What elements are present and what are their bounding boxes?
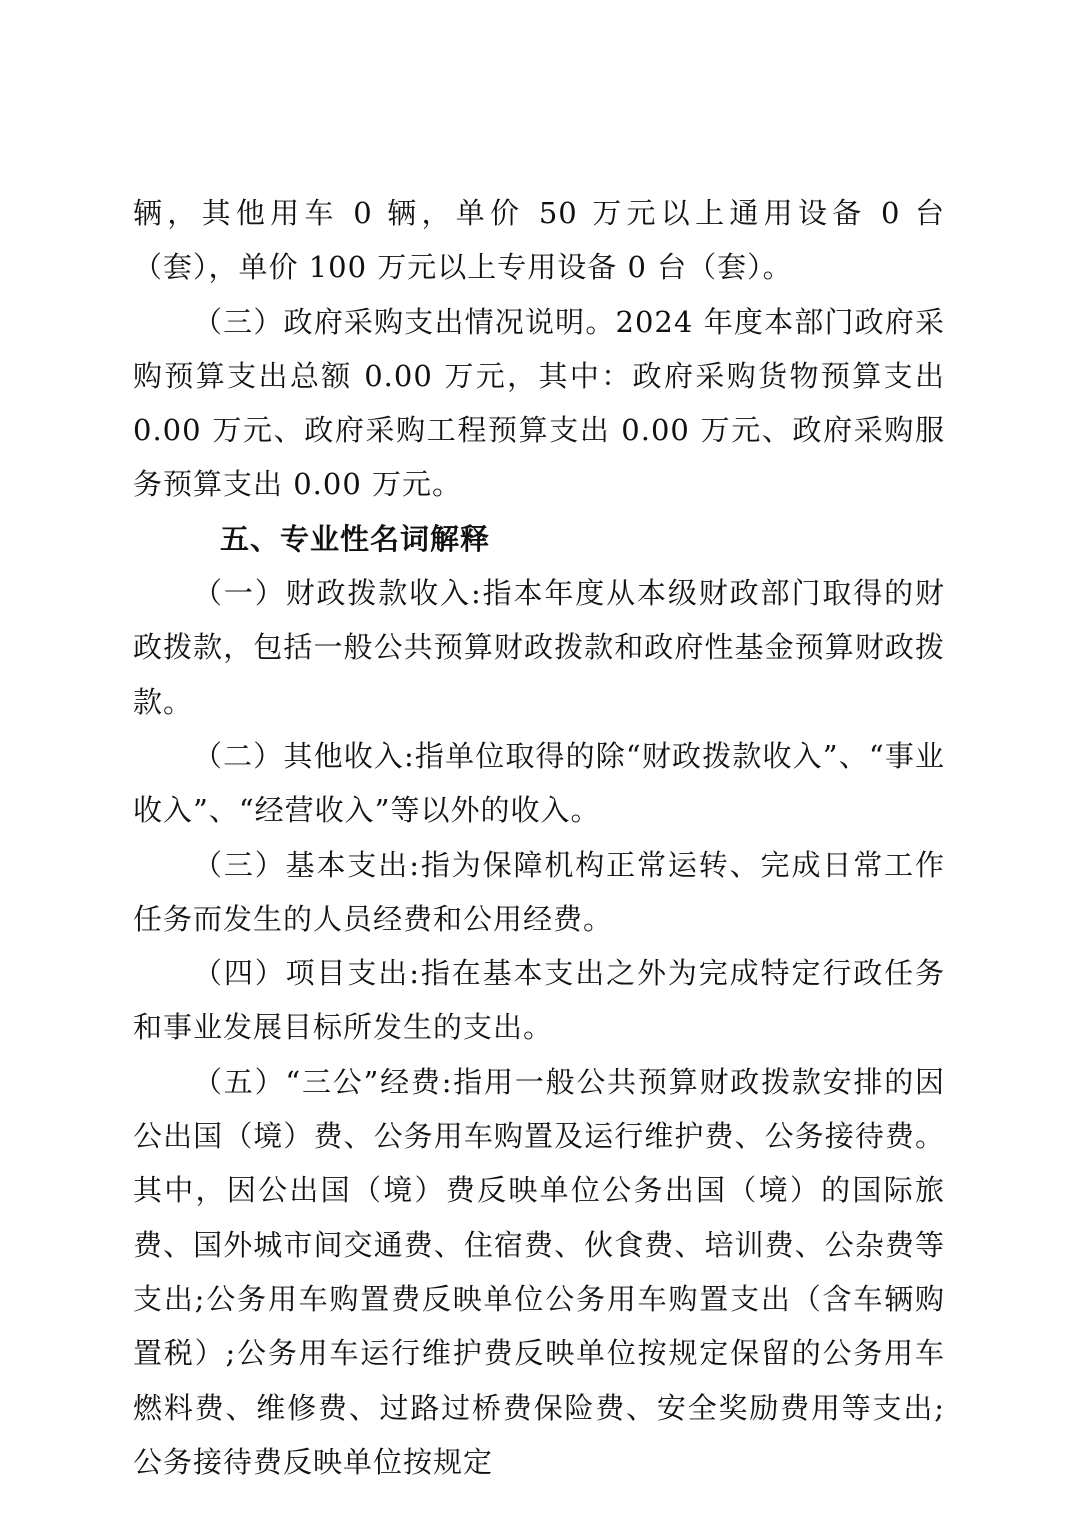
definition-item-project-expenditure [133, 946, 945, 1055]
definition-term: （二）其他收入 [193, 738, 405, 773]
definition-term: （一）财政拨款收入 [193, 576, 471, 611]
section-heading: 五、专业性名词解释 [220, 521, 491, 556]
definition-item-fiscal-appropriation [133, 566, 945, 729]
definition-term: （三）基本支出 [193, 847, 410, 882]
document-page [133, 186, 945, 1489]
paragraph-government-procurement [133, 295, 945, 512]
definition-item-three-public-funds [133, 1055, 945, 1489]
definition-term: （四）项目支出 [193, 956, 410, 991]
definition-term: （五）“三公”经费 [193, 1064, 442, 1099]
paragraph-label: （三）政府采购支出情况说明。 [193, 304, 616, 339]
paragraph-text: 2024 年度本部门政府采购预算支出总额 0.00 万元，其中：政府采购货物预算支出 0.00 万元、政府采购工程预算支出 0.00 万元、政府采购服务预算支出 0.00 万元。 [133, 304, 945, 502]
definition-text: :指为保障机构正常运转、完成日常工作任务而发生的人员经费和公用经费。 [133, 847, 945, 936]
definition-item-other-income [133, 729, 945, 838]
definition-text: :指本年度从本级财政部门取得的财政拨款，包括一般公共预算财政拨款和政府性基金预算财政拨款。 [133, 576, 945, 719]
definition-text: :指单位取得的除“财政拨款收入”、“事业收入”、“经营收入”等以外的收入。 [133, 738, 945, 828]
definition-item-basic-expenditure [133, 838, 945, 947]
definition-text: :指在基本支出之外为完成特定行政任务和事业发展目标所发生的支出。 [133, 956, 945, 1045]
definition-text: :指用一般公共预算财政拨款安排的因公出国（境）费、公务用车购置及运行维护费、公务接待费。其中，因公出国（境）费反映单位公务出国（境）的国际旅费、国外城市间交通费、住宿费、伙食费、培训费、公杂费等支出;公务用车购置费反映单位公务用车购置支出（含车辆购置税）;公务用车运行维护费反映单位按规定保留的公务用车燃料费、维修费、过路过桥费保险费、安全奖励费用等支出;公务接待费反映单位按规定 [133, 1064, 945, 1479]
paragraph-vehicles-equipment [133, 186, 945, 295]
paragraph-text: 辆，其他用车 0 辆，单价 50 万元以上通用设备 0 台（套），单价 100 万元以上专用设备 0 台（套）。 [133, 196, 945, 285]
